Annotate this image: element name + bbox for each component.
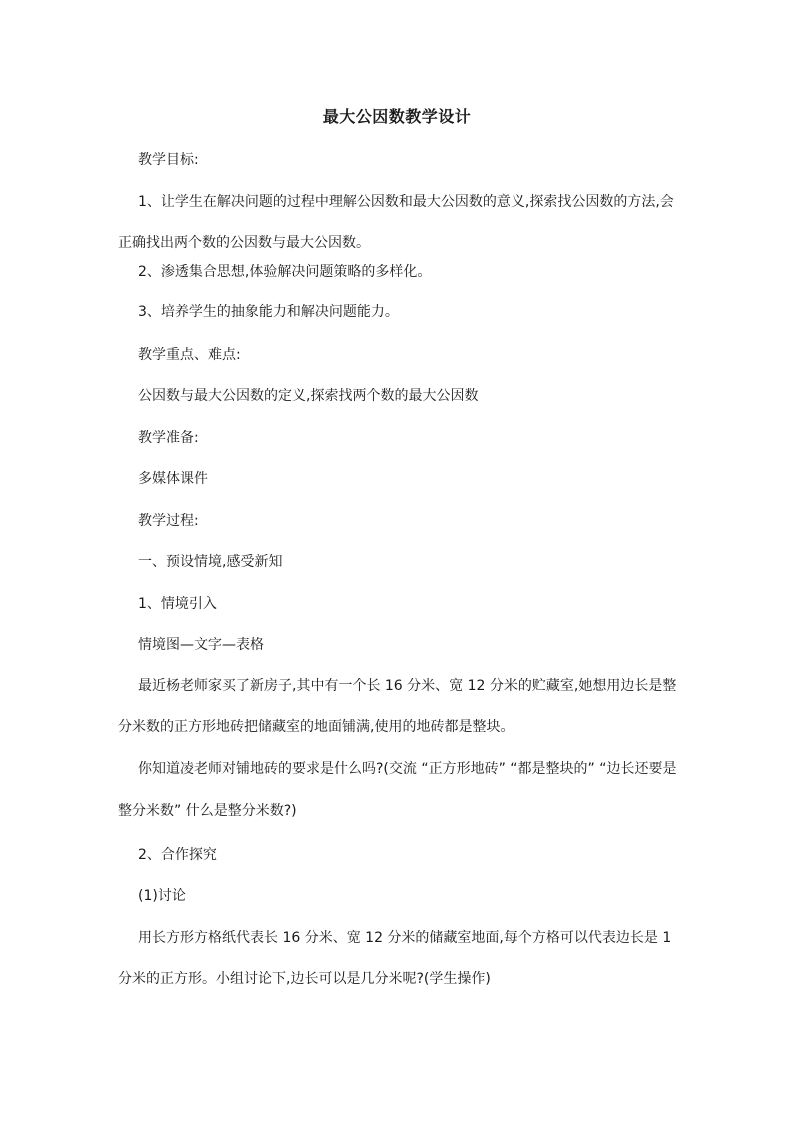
key-points-text: 公因数与最大公因数的定义,探索找两个数的最大公因数 xyxy=(138,388,479,404)
subsection-2-heading: 2、合作探究 xyxy=(138,847,217,863)
preparation-heading: 教学准备: xyxy=(138,430,199,446)
discussion-paragraph-line-1: 用长方形方格纸代表长 16 分米、宽 12 分米的储藏室地面,每个方格可以代表边长是 1 xyxy=(138,930,672,946)
subsection-1-heading: 1、情境引入 xyxy=(138,596,217,612)
section-1-heading: 一、预设情境,感受新知 xyxy=(138,554,283,570)
objectives-heading: 教学目标: xyxy=(138,152,199,168)
discussion-heading: (1)讨论 xyxy=(138,888,186,904)
objective-2: 2、渗透集合思想,体验解决问题策略的多样化。 xyxy=(138,264,432,280)
process-heading: 教学过程: xyxy=(138,513,199,529)
discussion-paragraph-line-2: 分米的正方形。小组讨论下,边长可以是几分米呢?(学生操作) xyxy=(118,971,491,987)
scenario-format: 情境图—文字—表格 xyxy=(138,637,264,653)
objective-1-line-2: 正确找出两个数的公因数与最大公因数。 xyxy=(118,235,370,251)
objective-1-line-1: 1、让学生在解决问题的过程中理解公因数和最大公因数的意义,探索找公因数的方法,会 xyxy=(138,194,674,210)
scenario-paragraph-line-1: 最近杨老师家买了新房子,其中有一个长 16 分米、宽 12 分米的贮藏室,她想用边长是整 xyxy=(138,678,677,694)
question-paragraph-line-1: 你知道凌老师对铺地砖的要求是什么吗?(交流 “正方形地砖” “都是整块的” “边长还要是 xyxy=(138,761,677,777)
objective-3: 3、培养学生的抽象能力和解决问题能力。 xyxy=(138,304,399,320)
scenario-paragraph-line-2: 分米数的正方形地砖把储藏室的地面铺满,使用的地砖都是整块。 xyxy=(118,719,515,735)
question-paragraph-line-2: 整分米数” 什么是整分米数?) xyxy=(118,803,297,819)
preparation-text: 多媒体课件 xyxy=(138,471,208,487)
key-points-heading: 教学重点、难点: xyxy=(138,347,241,363)
document-title: 最大公因数教学设计 xyxy=(322,107,472,126)
